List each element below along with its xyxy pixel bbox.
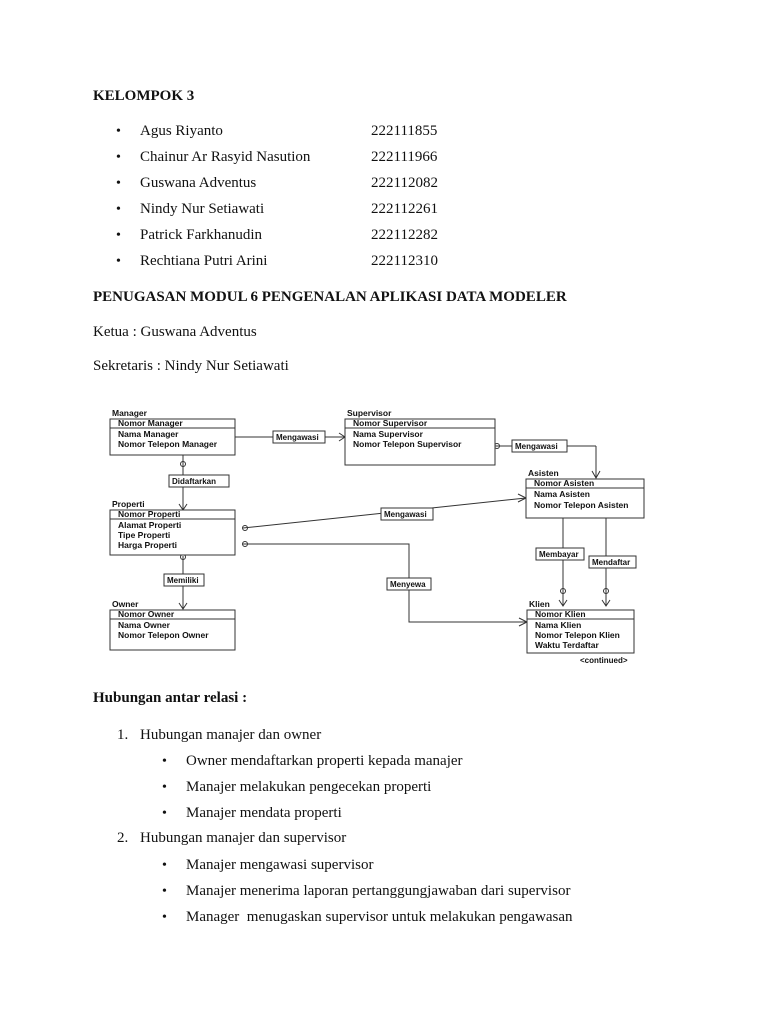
- ketua-line: Ketua : Guswana Adventus: [93, 324, 257, 340]
- entity-attr: Tipe Properti: [118, 530, 171, 540]
- entity-title: Klien: [529, 599, 550, 609]
- list-item: Manajer mengawasi supervisor: [186, 857, 374, 873]
- entity-attr: Nomor Telepon Owner: [118, 630, 209, 640]
- relation-label: Menyewa: [390, 580, 426, 589]
- member-nim: 222112261: [371, 201, 438, 217]
- member-name: Guswana Adventus: [140, 175, 257, 191]
- list-item: Manajer mendata properti: [186, 805, 342, 821]
- entity-attr: Nomor Supervisor: [353, 418, 428, 428]
- bullet-icon: •: [162, 780, 167, 795]
- list-number: 1.: [117, 727, 129, 743]
- entity-attr: Nomor Telepon Asisten: [534, 500, 629, 510]
- relations-heading: Hubungan antar relasi :: [93, 690, 248, 706]
- relation-label: Didaftarkan: [172, 477, 217, 486]
- list-item: Manager menugaskan supervisor untuk melakukan pengawasan: [186, 909, 573, 925]
- member-nim: 222112082: [371, 175, 438, 191]
- list-item: Owner mendaftarkan properti kepada manajer: [186, 753, 463, 769]
- bullet-icon: •: [162, 858, 167, 873]
- er-diagram: [96, 396, 688, 670]
- entity-attr: Nomor Klien: [535, 609, 586, 619]
- bullet-icon: •: [162, 754, 167, 769]
- relation-label: Membayar: [539, 550, 579, 559]
- member-nim: 222111966: [371, 149, 438, 165]
- relation-label: Memiliki: [167, 576, 199, 585]
- list-number: 2.: [117, 830, 129, 846]
- entity-attr: Nomor Telepon Supervisor: [353, 439, 462, 449]
- assignment-title: PENUGASAN MODUL 6 PENGENALAN APLIKASI DATA MODELER: [93, 289, 567, 305]
- list-item: Manajer menerima laporan pertanggungjawaban dari supervisor: [186, 883, 571, 899]
- member-nim: 222112282: [371, 227, 438, 243]
- entity-attr: Nama Asisten: [534, 489, 590, 499]
- entity-attr: Nomor Properti: [118, 509, 181, 519]
- sekretaris-line: Sekretaris : Nindy Nur Setiawati: [93, 358, 289, 374]
- relation-label: Mendaftar: [592, 558, 631, 567]
- group-title: KELOMPOK 3: [93, 88, 195, 104]
- bullet-icon: •: [116, 124, 121, 139]
- entity-attr: Waktu Terdaftar: [535, 640, 599, 650]
- entity-title: Supervisor: [347, 408, 392, 418]
- entity-attr: Nomor Telepon Klien: [535, 630, 620, 640]
- bullet-icon: •: [162, 884, 167, 899]
- member-nim: 222112310: [371, 253, 438, 269]
- entity-attr: Nomor Asisten: [534, 478, 595, 488]
- list-title: Hubungan manajer dan supervisor: [140, 830, 347, 846]
- bullet-icon: •: [116, 228, 121, 243]
- entity-attr: Nama Owner: [118, 620, 170, 630]
- entity-attr: Nomor Owner: [118, 609, 175, 619]
- entity-attr: Harga Properti: [118, 540, 178, 550]
- relation-label: Mengawasi: [515, 442, 558, 451]
- member-name: Rechtiana Putri Arini: [140, 253, 268, 269]
- list-item: Manajer melakukan pengecekan properti: [186, 779, 432, 795]
- entity-attr: Nomor Telepon Manager: [118, 439, 218, 449]
- bullet-icon: •: [116, 202, 121, 217]
- member-nim: 222111855: [371, 123, 438, 139]
- member-name: Patrick Farkhanudin: [140, 227, 263, 243]
- entity-attr: Nama Supervisor: [353, 429, 423, 439]
- continued-label: <continued>: [580, 656, 628, 665]
- entity-attr: Nomor Manager: [118, 418, 183, 428]
- bullet-icon: •: [116, 254, 121, 269]
- bullet-icon: •: [116, 176, 121, 191]
- relation-label: Mengawasi: [276, 433, 319, 442]
- entity-title: Manager: [112, 408, 147, 418]
- entity-attr: Alamat Properti: [118, 520, 182, 530]
- member-name: Agus Riyanto: [140, 123, 223, 139]
- bullet-icon: •: [116, 150, 121, 165]
- entity-title: Asisten: [528, 468, 559, 478]
- member-name: Nindy Nur Setiawati: [140, 201, 265, 217]
- entity-title: Owner: [112, 599, 139, 609]
- list-title: Hubungan manajer dan owner: [140, 727, 322, 743]
- entity-attr: Nama Manager: [118, 429, 179, 439]
- relation-label: Mengawasi: [384, 510, 427, 519]
- bullet-icon: •: [162, 806, 167, 821]
- entity-title: Properti: [112, 499, 145, 509]
- entity-attr: Nama Klien: [535, 620, 582, 630]
- bullet-icon: •: [162, 910, 167, 925]
- member-name: Chainur Ar Rasyid Nasution: [140, 149, 311, 165]
